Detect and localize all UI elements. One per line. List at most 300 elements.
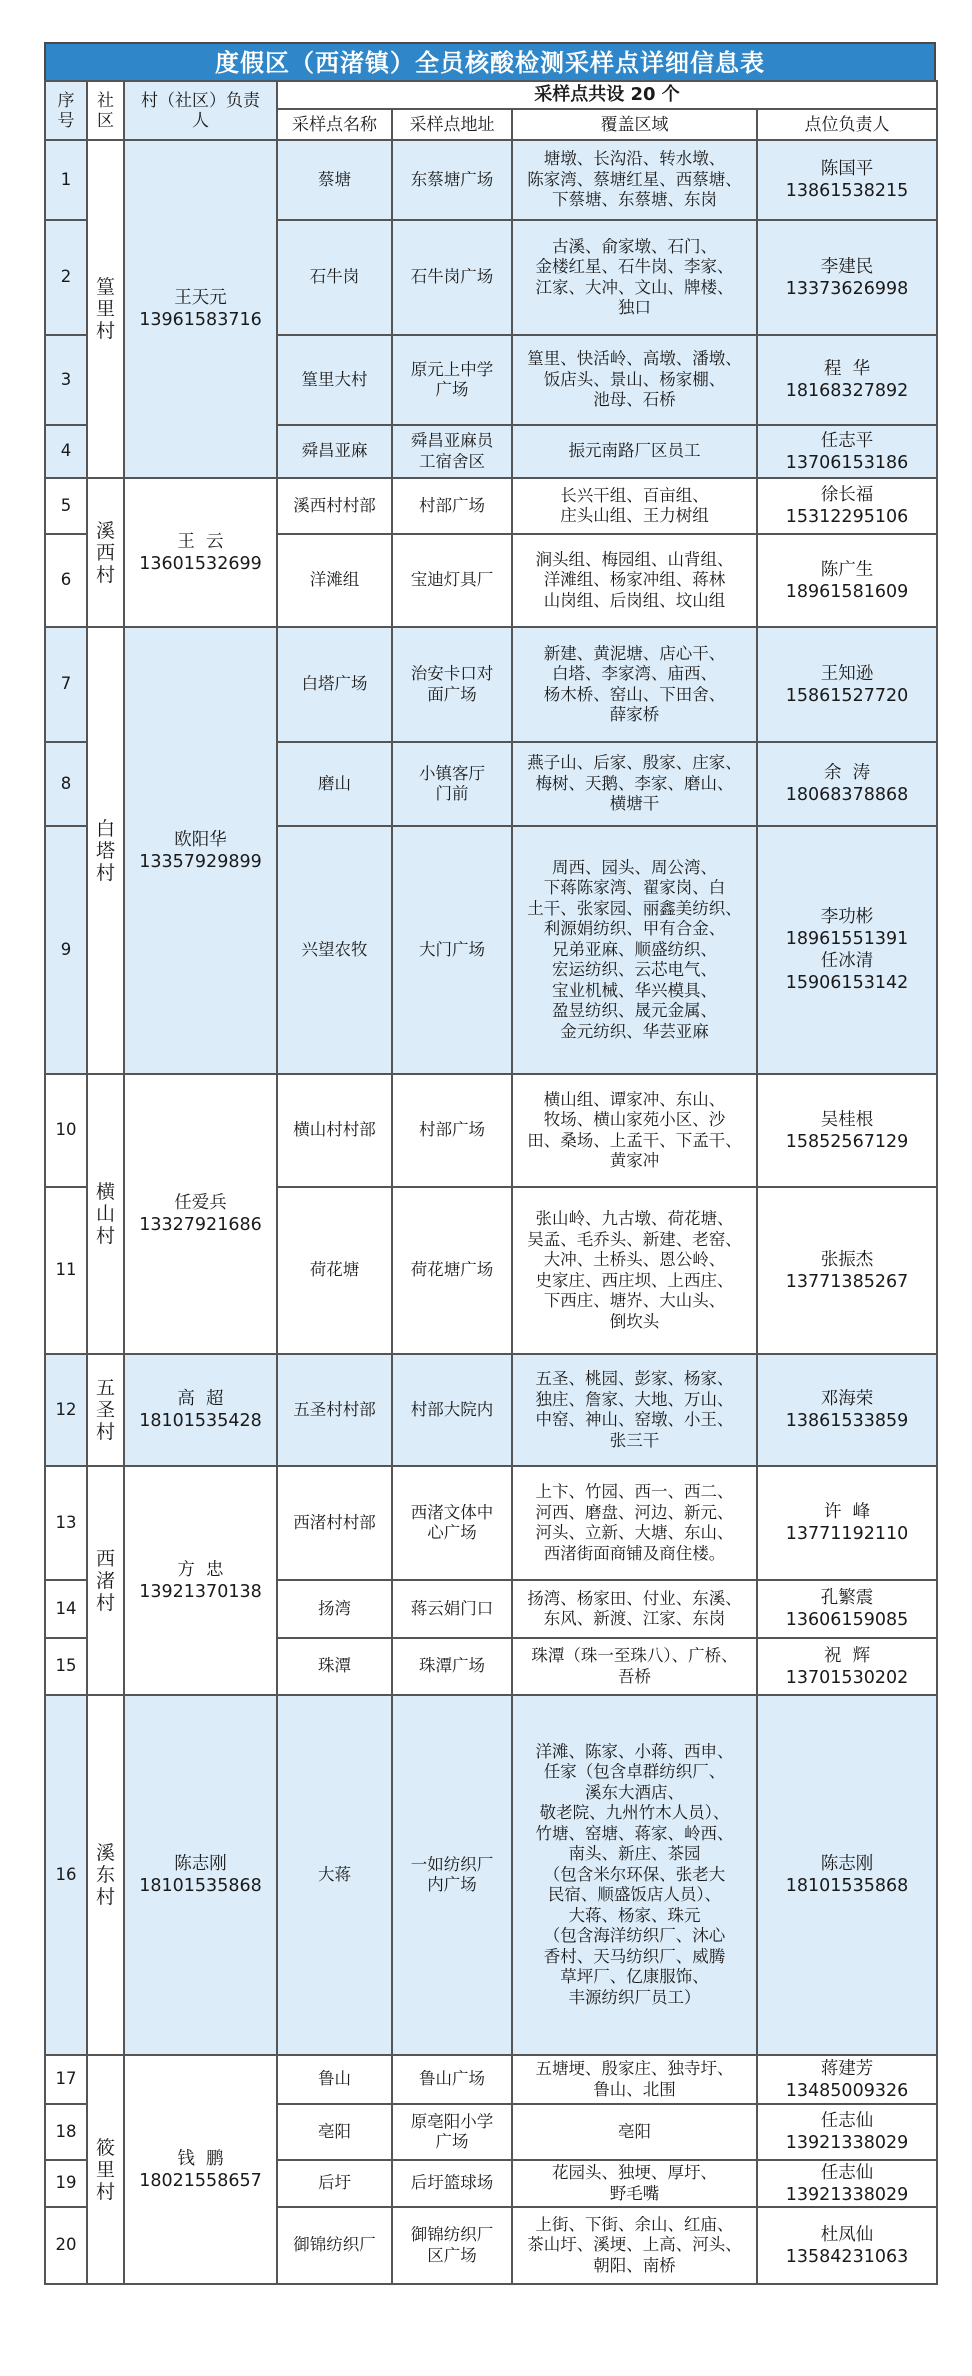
site-name-text: 蔡塘	[318, 169, 351, 189]
site-leader-phone: 15852567129	[785, 1131, 909, 1152]
site-leader	[757, 1466, 937, 1580]
leader-phone: 18021558657	[139, 2170, 262, 2191]
coverage-line: 黄家冲	[609, 1151, 660, 1170]
coverage-line: 西渚街面商铺及商住楼。	[543, 1543, 726, 1563]
community-char: 白	[95, 817, 115, 840]
coverage-line: （包含海洋纺织厂、沐心	[543, 1926, 726, 1946]
community-char: 塔	[95, 839, 115, 862]
site-address-text: 面广场	[427, 684, 477, 704]
site-leader	[757, 140, 937, 220]
row-number: 17	[45, 2055, 87, 2104]
site-leader-name: 张振杰	[820, 1249, 874, 1270]
coverage-line: 独口	[618, 298, 651, 317]
site-address	[392, 335, 512, 425]
sites-total-header: 采样点共设 20 个	[277, 81, 937, 109]
community-name	[87, 627, 124, 1074]
coverage-line: 兄弟亚麻、顺盛纺织、	[552, 939, 717, 959]
site-name	[277, 2207, 392, 2284]
table-row	[45, 140, 937, 220]
site-address-text: 一如纺织厂	[410, 1854, 494, 1874]
row-number: 9	[45, 826, 87, 1074]
leader-name: 任爱兵	[174, 1193, 227, 1213]
village-leader	[124, 1695, 277, 2055]
site-leader-name: 李功彬	[820, 907, 874, 927]
site-leader-name: 杜凤仙	[820, 2224, 874, 2245]
site-address-text: 工宿舍区	[419, 451, 485, 471]
site-leader-phone: 13584231063	[785, 2246, 909, 2267]
header-text: 社	[97, 90, 114, 111]
site-leader	[757, 2207, 937, 2284]
leader-name: 方 忠	[177, 1559, 224, 1580]
coverage-line: 张山岭、九古墩、荷花塘、	[535, 1209, 734, 1228]
site-leader-name: 祝 辉	[823, 1645, 871, 1666]
site-leader-name: 蒋建芳	[820, 2058, 874, 2079]
leader-name: 高 超	[177, 1389, 224, 1409]
leader-phone: 13327921686	[139, 1215, 262, 1235]
community-char: 村	[95, 1591, 115, 1614]
community-char: 村	[95, 563, 115, 586]
coverage-line: 珠潭（珠一至珠八）、广桥、	[531, 1646, 738, 1665]
coverage-line: 竹塘、窑塘、蒋家、岭西、	[535, 1823, 734, 1843]
coverage-line: 河头、立新、大塘、东山、	[535, 1523, 734, 1542]
site-leader-phone: 18068378868	[785, 785, 909, 805]
row-number: 6	[45, 534, 87, 627]
site-leader-phone: 13701530202	[785, 1667, 909, 1688]
coverage-line: 吾桥	[618, 1666, 651, 1686]
site-name-text: 白塔广场	[301, 674, 368, 694]
row-number: 15	[45, 1638, 87, 1695]
coverage-line: 金元纺织、华芸亚麻	[560, 1021, 709, 1041]
site-leader-name: 王知逊	[820, 663, 874, 684]
col-coverage-header: 覆盖区域	[512, 109, 757, 140]
table-row	[45, 627, 937, 742]
coverage-line: 庄头山组、王力树组	[560, 506, 709, 525]
site-leader-phone: 13373626998	[785, 278, 909, 299]
coverage-line: 下蔡塘、东蔡塘、东岗	[552, 190, 717, 210]
coverage-line: 杨木桥、窑山、下田舍、	[543, 684, 726, 704]
coverage-area	[512, 2207, 757, 2284]
row-number: 5	[45, 478, 87, 534]
site-address-text: 门前	[435, 784, 469, 803]
coverage-area	[512, 2160, 757, 2207]
site-address-text: 宝迪灯具厂	[410, 570, 494, 590]
site-leader	[757, 478, 937, 534]
site-name-text: 溪西村村部	[293, 495, 376, 515]
coverage-line: 涧头组、梅园组、山背组、	[535, 549, 734, 569]
site-leader-name: 陈志刚	[820, 1854, 874, 1874]
site-leader-phone: 13771192110	[785, 1524, 909, 1544]
site-leader-phone: 13921338029	[785, 2133, 909, 2153]
site-leader	[757, 425, 937, 478]
leader-phone: 18101535868	[139, 1876, 262, 1896]
coverage-area	[512, 140, 757, 220]
site-name-text: 大蒋	[318, 1864, 351, 1884]
coverage-line: 宝业机械、华兴模具、	[552, 980, 717, 1000]
row-number: 19	[45, 2160, 87, 2207]
site-leader-phone: 13706153186	[785, 452, 909, 473]
site-name	[277, 534, 392, 627]
site-leader	[757, 2055, 937, 2104]
coverage-line: 横塘干	[609, 794, 660, 814]
community-name	[87, 1354, 124, 1466]
community-char: 村	[95, 861, 115, 884]
community-char: 筱	[95, 2136, 115, 2159]
village-leader	[124, 140, 277, 478]
site-leader-phone: 13861533859	[785, 1411, 909, 1431]
coverage-line: 土干、张家园、丽鑫美纺织、	[527, 898, 742, 918]
coverage-line: 宏运纺织、云芯电气、	[552, 960, 717, 980]
site-name-text: 兴望农牧	[301, 939, 368, 959]
site-leader	[757, 2160, 937, 2207]
col-leader-header	[124, 81, 277, 140]
site-name-text: 篁里大村	[301, 369, 368, 389]
site-leader-phone: 13921338029	[785, 2184, 909, 2205]
site-leader-name: 孔繁震	[820, 1588, 874, 1608]
leader-name: 王天元	[174, 288, 227, 308]
site-address	[392, 2160, 512, 2207]
coverage-line: 陈家湾、蔡塘红星、西蔡塘、	[527, 169, 742, 189]
page-title: 度假区（西渚镇）全员核酸检测采样点详细信息表	[44, 42, 936, 80]
coverage-area	[512, 2104, 757, 2160]
coverage-line: 饭店头、景山、杨家棚、	[543, 369, 726, 389]
coverage-area	[512, 1187, 757, 1354]
site-leader-phone: 13771385267	[785, 1271, 909, 1292]
community-char: 西	[95, 541, 115, 564]
site-address-text: 内广场	[427, 1875, 477, 1894]
site-address-text: 广场	[435, 380, 469, 399]
site-leader	[757, 534, 937, 627]
site-name-text: 洋滩组	[309, 570, 360, 590]
col-site-leader-header: 点位负责人	[757, 109, 937, 140]
community-char: 里	[95, 2158, 115, 2181]
coverage-area	[512, 534, 757, 627]
site-leader-name: 邓海荣	[820, 1389, 874, 1409]
coverage-line: 独庄、詹家、大地、万山、	[535, 1389, 734, 1409]
site-address-text: 区广场	[427, 2245, 477, 2265]
coverage-line: 上街、下街、余山、红庙、	[535, 2214, 734, 2234]
coverage-line: 白塔、李家湾、庙西、	[552, 664, 717, 683]
site-address-text: 东蔡塘广场	[410, 169, 494, 189]
site-leader-phone: 13606159085	[785, 1610, 909, 1630]
coverage-line: 下西庄、塘岕、大山头、	[543, 1291, 726, 1310]
village-leader	[124, 1354, 277, 1466]
community-char: 五	[95, 1377, 115, 1399]
coverage-line: 长兴干组、百亩组、	[560, 485, 709, 505]
site-leader-phone: 15906153142	[785, 973, 909, 993]
header-text: 号	[57, 110, 75, 131]
row-number: 2	[45, 220, 87, 335]
site-leader-name: 余 涛	[823, 763, 871, 783]
site-leader	[757, 1580, 937, 1638]
coverage-line: 薛家桥	[609, 705, 660, 724]
coverage-line: 香村、天马纺织厂、威腾	[543, 1946, 726, 1966]
site-address-text: 后圩篮球场	[410, 2173, 494, 2193]
coverage-line: 草坪厂、亿康服饰、	[560, 1967, 709, 1987]
site-address-text: 舜昌亚麻员	[410, 431, 494, 450]
community-char: 东	[95, 1864, 115, 1886]
site-address	[392, 1580, 512, 1638]
site-name-text: 亳阳	[318, 2121, 351, 2141]
coverage-line: 江家、大冲、文山、牌楼、	[535, 277, 734, 297]
community-char: 篁	[95, 276, 115, 298]
community-char: 村	[95, 1421, 115, 1443]
leader-name: 欧阳华	[174, 829, 227, 850]
site-leader	[757, 1074, 937, 1187]
site-address	[392, 2104, 512, 2160]
coverage-line: 利源娟纺织、甲有合金、	[543, 919, 726, 939]
leader-phone: 13357929899	[139, 851, 262, 872]
site-name-text: 珠潭	[318, 1656, 351, 1676]
community-name	[87, 1074, 124, 1354]
site-leader-name: 任冰清	[820, 951, 874, 971]
site-address	[392, 627, 512, 742]
site-name	[277, 1695, 392, 2055]
site-name-text: 扬湾	[318, 1598, 351, 1618]
site-address	[392, 478, 512, 534]
coverage-line: 大冲、土桥头、恩公岭、	[543, 1250, 726, 1269]
site-leader-name: 程 华	[823, 359, 871, 379]
site-address-text: 鲁山广场	[419, 2069, 485, 2089]
community-char: 村	[95, 320, 115, 342]
site-name-text: 横山村村部	[293, 1120, 376, 1140]
community-char: 山	[95, 1203, 115, 1225]
coverage-line: 篁里、快活岭、高墩、潘墩、	[527, 349, 742, 369]
row-number: 7	[45, 627, 87, 742]
site-name-text: 五圣村村部	[293, 1399, 376, 1419]
site-leader-name: 李建民	[820, 256, 874, 277]
header-text: 序	[57, 90, 75, 111]
leader-name: 陈志刚	[174, 1854, 227, 1874]
site-leader	[757, 1638, 937, 1695]
coverage-line: 扬湾、杨家田、付业、东溪、	[527, 1588, 742, 1608]
site-address-text: 西渚文体中	[410, 1502, 494, 1522]
coverage-line: 周西、园头、周公湾、	[552, 857, 717, 877]
leader-phone: 13921370138	[139, 1581, 262, 1602]
site-name-text: 磨山	[318, 773, 351, 793]
row-number: 16	[45, 1695, 87, 2055]
site-leader	[757, 2104, 937, 2160]
site-leader-name: 任志仙	[820, 2162, 874, 2183]
site-leader-name: 陈广生	[820, 559, 874, 580]
header-row-top	[45, 81, 937, 109]
site-address-text: 蒋云娟门口	[410, 1598, 494, 1618]
coverage-line: 野毛嘴	[609, 2183, 660, 2203]
coverage-line: 敬老院、九州竹木人员）、	[539, 1803, 730, 1823]
coverage-area	[512, 1695, 757, 2055]
coverage-area	[512, 2055, 757, 2104]
coverage-line: 下蒋陈家湾、翟家岗、白	[543, 878, 726, 898]
site-address	[392, 1074, 512, 1187]
village-leader	[124, 627, 277, 1074]
site-address-text: 珠潭广场	[419, 1656, 485, 1676]
site-name	[277, 1580, 392, 1638]
coverage-line: 花园头、独埂、厚圩、	[552, 2163, 717, 2182]
site-name-text: 后圩	[318, 2173, 351, 2193]
info-sheet	[44, 42, 936, 2285]
coverage-line: 五塘埂、殷家庄、独寺圩、	[535, 2059, 734, 2078]
coverage-area	[512, 627, 757, 742]
community-char: 溪	[95, 519, 115, 542]
coverage-line: 洋滩、陈家、小蒋、西申、	[535, 1741, 734, 1761]
site-address	[392, 534, 512, 627]
row-number: 12	[45, 1354, 87, 1466]
community-char: 溪	[95, 1842, 115, 1864]
coverage-line: 丰源纺织厂员工）	[568, 1987, 701, 2007]
coverage-area	[512, 1354, 757, 1466]
site-leader-name: 陈国平	[820, 159, 874, 179]
col-community-header	[87, 81, 124, 140]
community-char: 村	[95, 2180, 115, 2203]
coverage-line: 张三干	[609, 1430, 660, 1450]
site-address-text: 心广场	[427, 1523, 477, 1542]
site-name	[277, 478, 392, 534]
row-number: 1	[45, 140, 87, 220]
site-leader-phone: 13861538215	[785, 181, 909, 201]
coverage-line: 朝阳、南桥	[593, 2255, 676, 2275]
community-char: 村	[95, 1886, 115, 1908]
site-name	[277, 1074, 392, 1187]
site-name-text: 舜昌亚麻	[301, 441, 368, 461]
site-leader-phone: 18961581609	[785, 581, 909, 602]
coverage-line: 上卞、竹园、西一、西二、	[535, 1482, 734, 1501]
row-number: 14	[45, 1580, 87, 1638]
site-address-text: 原元上中学	[410, 359, 494, 379]
site-leader-phone: 18961551391	[785, 929, 909, 949]
table-row	[45, 1695, 937, 2055]
coverage-area	[512, 1074, 757, 1187]
site-address-text: 大门广场	[419, 939, 485, 959]
community-name	[87, 2055, 124, 2284]
village-leader	[124, 1466, 277, 1695]
coverage-line: 史家庄、西庄坝、上西庄、	[535, 1270, 734, 1290]
coverage-area	[512, 335, 757, 425]
row-number: 20	[45, 2207, 87, 2284]
site-leader-name: 任志平	[820, 430, 874, 451]
col-site-addr-header: 采样点地址	[392, 109, 512, 140]
site-address	[392, 1354, 512, 1466]
coverage-line: 任家（包含卓群纺织厂、	[543, 1762, 726, 1782]
coverage-line: 盈昱纺织、晟元金属、	[552, 1001, 717, 1021]
coverage-line: 东风、新渡、江家、东岗	[543, 1609, 726, 1628]
site-leader	[757, 1187, 937, 1354]
table-row	[45, 2055, 937, 2104]
header-text: 人	[192, 110, 209, 131]
table-row	[45, 1354, 937, 1466]
coverage-line: 田、桑场、上孟干、下孟干、	[527, 1130, 742, 1150]
site-leader	[757, 627, 937, 742]
coverage-area	[512, 742, 757, 826]
coverage-line: 山岗组、后岗组、坟山组	[543, 590, 726, 610]
sampling-sites-table	[44, 80, 938, 2285]
coverage-area	[512, 220, 757, 335]
coverage-line: 大蒋、杨家、珠元	[568, 1905, 701, 1925]
table-row	[45, 478, 937, 534]
site-address	[392, 425, 512, 478]
community-char: 圣	[95, 1399, 115, 1421]
header-text: 区	[97, 110, 114, 131]
coverage-line: 金楼红星、石牛岗、李家、	[535, 257, 734, 276]
site-name	[277, 425, 392, 478]
site-name	[277, 2104, 392, 2160]
leader-phone: 18101535428	[139, 1411, 262, 1431]
village-leader	[124, 1074, 277, 1354]
coverage-line: 倒坎头	[609, 1311, 660, 1331]
leader-phone: 13601532699	[139, 553, 262, 574]
row-number: 10	[45, 1074, 87, 1187]
site-leader-phone: 18101535868	[785, 1876, 909, 1896]
site-leader-phone: 18168327892	[785, 381, 909, 401]
coverage-line: 茶山圩、溪埂、上高、河头、	[527, 2235, 742, 2255]
coverage-area	[512, 425, 757, 478]
site-address	[392, 220, 512, 335]
site-leader	[757, 742, 937, 826]
site-name	[277, 140, 392, 220]
table-body	[45, 140, 937, 2284]
community-name	[87, 1695, 124, 2055]
coverage-area	[512, 478, 757, 534]
site-name	[277, 2055, 392, 2104]
row-number: 4	[45, 425, 87, 478]
community-char: 渚	[95, 1569, 115, 1592]
site-name	[277, 335, 392, 425]
table-row	[45, 1466, 937, 1580]
site-name-text: 荷花塘	[309, 1260, 360, 1280]
row-number: 11	[45, 1187, 87, 1354]
row-number: 3	[45, 335, 87, 425]
site-address-text: 村部大院内	[410, 1399, 494, 1419]
community-char: 西	[95, 1547, 115, 1570]
site-name	[277, 1638, 392, 1695]
site-leader	[757, 220, 937, 335]
coverage-line: 燕子山、后家、殷家、庄家、	[527, 753, 742, 773]
coverage-area	[512, 1638, 757, 1695]
coverage-area	[512, 1580, 757, 1638]
site-leader-phone: 15312295106	[785, 507, 909, 527]
site-name-text: 御锦纺织厂	[293, 2235, 376, 2255]
site-address	[392, 2207, 512, 2284]
site-leader	[757, 1354, 937, 1466]
coverage-area	[512, 1466, 757, 1580]
site-name-text: 石牛岗	[309, 267, 360, 287]
site-address-text: 治安卡口对	[410, 664, 494, 683]
site-address	[392, 1695, 512, 2055]
site-name	[277, 826, 392, 1074]
coverage-line: 梅树、天鹅、李家、磨山、	[535, 773, 734, 793]
leader-name: 钱 鹏	[177, 2148, 224, 2169]
coverage-line: 溪东大酒店、	[585, 1782, 684, 1802]
site-address	[392, 1187, 512, 1354]
site-leader	[757, 1695, 937, 2055]
coverage-line: 民宿、顺盛饭店人员）、	[547, 1885, 722, 1905]
site-address-text: 小镇客厅	[419, 763, 485, 783]
community-name	[87, 1466, 124, 1695]
site-address-text: 御锦纺织厂	[410, 2225, 494, 2244]
col-site-name-header: 采样点名称	[277, 109, 392, 140]
community-char: 横	[95, 1181, 115, 1203]
site-address	[392, 1638, 512, 1695]
coverage-line: 新建、黄泥塘、店心干、	[543, 643, 726, 663]
site-leader-name: 许 峰	[823, 1502, 871, 1522]
community-name	[87, 478, 124, 627]
site-name	[277, 627, 392, 742]
community-char: 村	[95, 1225, 115, 1247]
coverage-line: 池母、石桥	[593, 390, 676, 410]
coverage-line: 南头、新庄、茶园	[568, 1844, 701, 1864]
site-leader	[757, 335, 937, 425]
site-address	[392, 2055, 512, 2104]
coverage-line: （包含米尔环保、张老大	[543, 1864, 726, 1884]
site-address-text: 石牛岗广场	[410, 267, 494, 287]
